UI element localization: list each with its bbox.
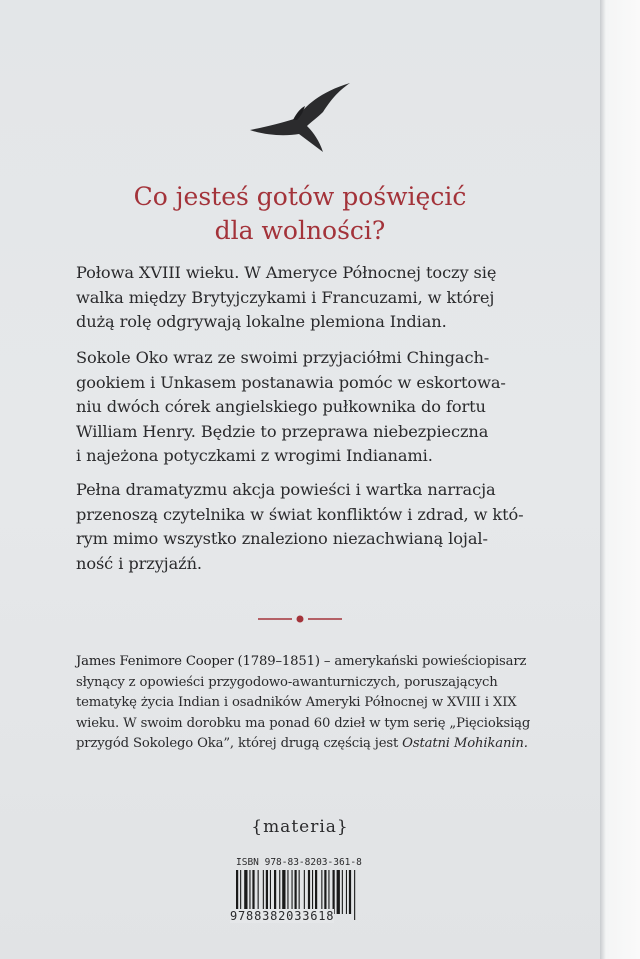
barcode-bar — [337, 870, 340, 914]
headline-line: dla wolności? — [214, 216, 386, 245]
headline-line: Co jesteś gotów poświęcić — [133, 182, 467, 211]
barcode-bar — [354, 870, 355, 920]
text-line: walka między Brytyjczykami i Francuzami, w której — [76, 287, 495, 307]
text-line: przenoszą czytelnika w świat konfliktów i zdrad, w któ- — [76, 504, 524, 524]
text-line: wieku. W swoim dorobku ma ponad 60 dzieł w tym serię „Pięcioksiąg — [76, 715, 531, 731]
barcode-bar — [279, 870, 280, 914]
text-line: rym mimo wszystko znaleziono niezachwianą lojal- — [76, 529, 488, 548]
barcode-bar — [299, 870, 300, 914]
text-line: tematykę życia Indian i osadników Ameryki Północnej w XVIII i XIX — [76, 695, 517, 710]
text-line: gookiem i Unkasem postanawia pomóc w eskortowa- — [76, 372, 506, 392]
barcode-bar — [315, 870, 317, 914]
author-bio — [76, 652, 586, 755]
ornament-divider — [258, 612, 342, 626]
barcode-bar — [274, 870, 276, 914]
barcode-bar — [252, 870, 254, 914]
barcode-bar — [270, 870, 271, 914]
text-line: przygód Sokolego Oka”, której drugą częścią jest — [76, 736, 403, 751]
text-line: Pełna dramatyzmu akcja powieści i wartka narracja — [76, 480, 496, 499]
isbn-label: ISBN 978-83-8203-361-8 — [236, 857, 362, 868]
barcode-bar — [263, 870, 264, 914]
barcode-bar — [244, 870, 247, 914]
barcode-bar — [292, 870, 293, 914]
paragraph-3 — [76, 478, 576, 576]
barcode-bar — [342, 870, 343, 914]
barcode-bar — [249, 870, 250, 914]
text-line: Sokole Oko wraz ze swoimi przyjaciółmi Chingach- — [76, 348, 490, 367]
text-line: William Henry. Będzie to przeprawa niebezpieczna — [76, 421, 489, 441]
text-line: Połowa XVIII wieku. W Ameryce Północnej toczy się — [76, 263, 497, 282]
eagle-icon — [245, 78, 355, 158]
barcode-bar — [282, 870, 285, 914]
barcode-bar — [324, 870, 326, 914]
text-line: niu dwóch córek angielskiego pułkownika do fortu — [76, 397, 486, 416]
barcode-bar — [295, 870, 297, 914]
barcode-digits: 9788382033618 — [230, 909, 335, 923]
barcode-bar — [287, 870, 288, 914]
publisher-logo: {materia} — [251, 817, 349, 837]
text-line: ność i przyjaźń. — [76, 553, 202, 573]
barcode-bar — [304, 870, 305, 914]
barcode-bar — [346, 870, 347, 914]
barcode-bar — [308, 870, 310, 914]
headline — [0, 180, 600, 248]
paragraph-2 — [76, 346, 576, 469]
barcode-bar — [258, 870, 259, 914]
barcode-bar — [321, 870, 322, 914]
text-line: dużą rolę odgrywają lokalne plemiona Indian. — [76, 312, 447, 331]
paragraph-1 — [76, 261, 576, 335]
barcode-bar — [266, 870, 268, 914]
book-spine — [600, 0, 640, 959]
barcode-bar — [333, 870, 335, 914]
barcode-bar — [349, 870, 351, 914]
text-line: i najeżona potyczkami z wrogimi Indianami. — [76, 446, 433, 465]
text-line: słynący z opowieści przygodowo-awanturniczych, poruszających — [76, 674, 498, 690]
barcode-bar — [312, 870, 313, 914]
barcode-bar — [328, 870, 329, 914]
book-title: Ostatni Mohikanin. — [402, 736, 528, 751]
text-line: – amerykański powieściopisarz — [319, 654, 527, 669]
author-name: James Fenimore Cooper (1789–1851) — [76, 654, 320, 669]
